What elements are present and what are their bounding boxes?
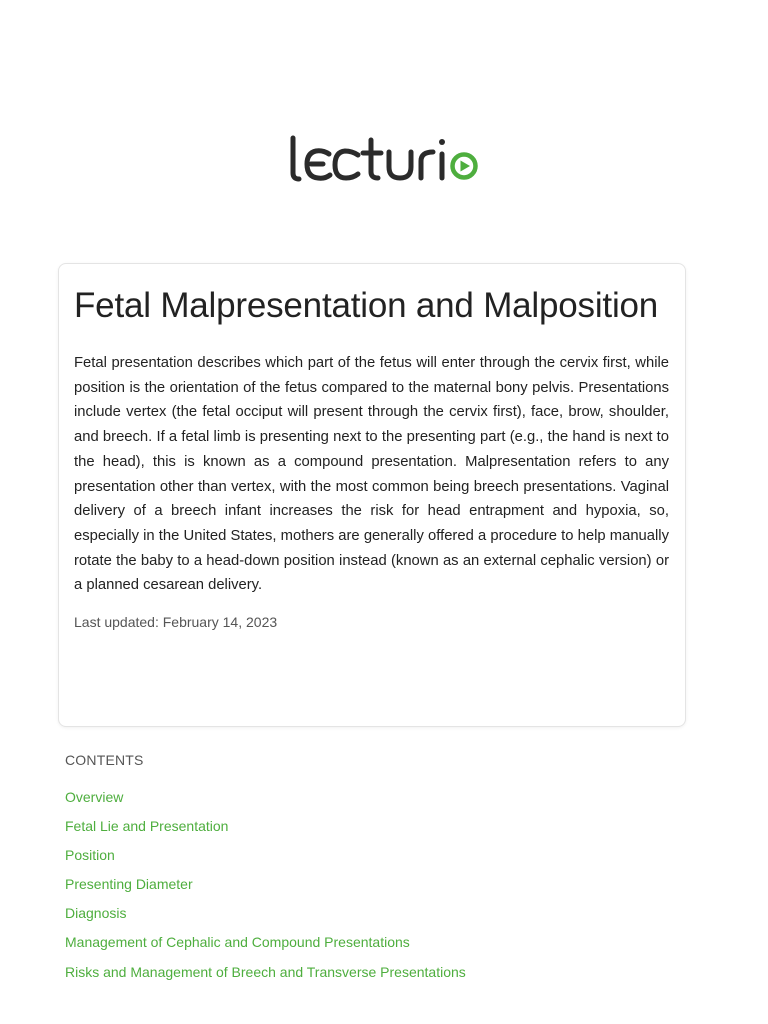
toc-link-management-cephalic[interactable]: Management of Cephalic and Compound Presentations (65, 934, 410, 951)
toc-list (65, 789, 705, 993)
last-updated: Last updated: February 14, 2023 (74, 614, 278, 631)
toc-item (65, 934, 705, 963)
toc-link-presenting-diameter[interactable]: Presenting Diameter (65, 876, 193, 893)
toc-link-fetal-lie[interactable]: Fetal Lie and Presentation (65, 818, 229, 835)
toc-item (65, 964, 705, 993)
toc-link-position[interactable]: Position (65, 847, 115, 864)
lecturio-logo (289, 134, 479, 184)
toc-item (65, 818, 705, 847)
toc-item (65, 876, 705, 905)
contents-heading: CONTENTS (65, 752, 144, 768)
article-card (58, 263, 686, 727)
toc-item (65, 905, 705, 934)
toc-item (65, 789, 705, 818)
toc-link-overview[interactable]: Overview (65, 789, 124, 805)
toc-item (65, 847, 705, 876)
table-of-contents (65, 752, 705, 993)
lecturio-logo-graphic (289, 134, 479, 184)
toc-link-risks-breech[interactable]: Risks and Management of Breech and Transverse Presentations (65, 963, 466, 980)
play-circle-icon (453, 155, 476, 178)
article-summary: Fetal presentation describes which part of the fetus will enter through the cervix first, while position is the orientation of the fetus compared to the maternal bony pelvis. Presentations include vertex (the fetal occiput will present through the cervix first), face, brow, shoulder, and breech. If a fetal limb is presenting next to the presenting part (e.g., the hand is next to the head), this is known as a compound presentation. Malpresentation refers to any presentation other than vertex, with the most common being breech presentations. Vaginal delivery of a breech infant increases the risk for head entrapment and hypoxia, so, especially in the United States, mothers are generally offered a procedure to help manually rotate the baby to a head-down position instead (known as an external cephalic version) or a planned cesarean delivery. (74, 355, 669, 594)
article-title: Fetal Malpresentation and Malposition (74, 286, 659, 325)
toc-link-diagnosis[interactable]: Diagnosis (65, 905, 127, 922)
